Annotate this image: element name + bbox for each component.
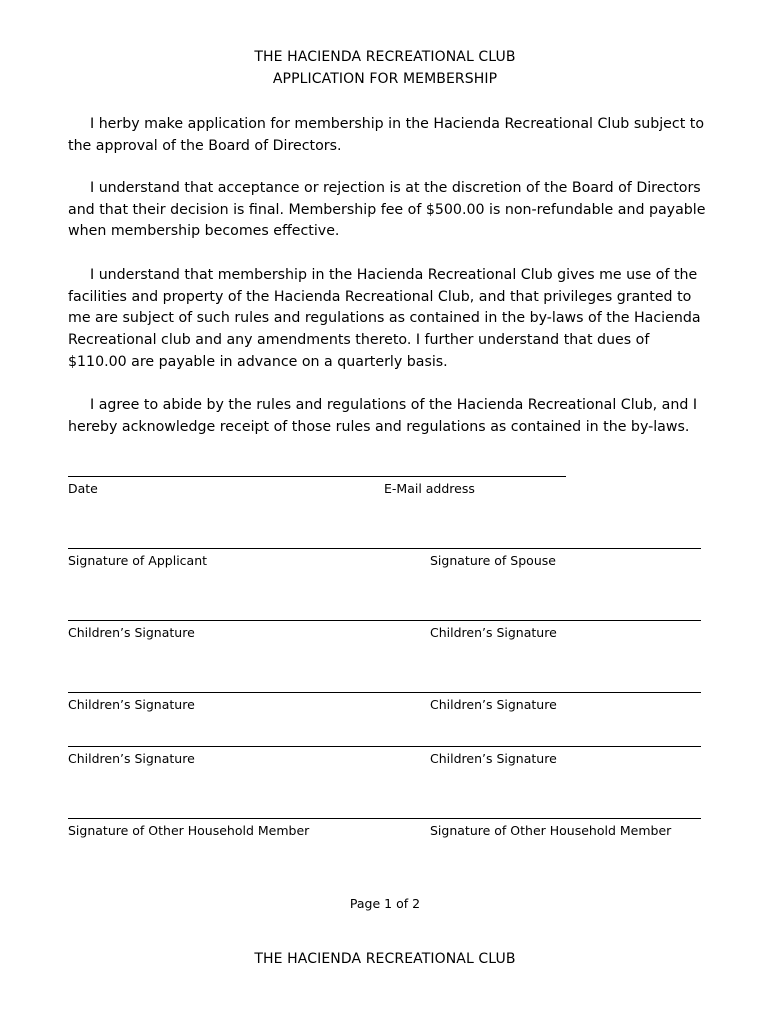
children-signature-label: Children’s Signature bbox=[68, 625, 195, 640]
paragraph-acceptance-text: I understand that acceptance or rejection is at the discretion of the Board of Directors and that their decision is final. Membership fee of $500.00 is non-refundable and payable when membership becomes effective. bbox=[68, 180, 706, 240]
children-signature-label: Children’s Signature bbox=[68, 697, 195, 712]
children-signature-label: Children’s Signature bbox=[430, 697, 557, 712]
paragraph-application-text: I herby make application for membership in the Hacienda Recreational Club subject to the approval of the Board of Directors. bbox=[68, 116, 705, 154]
children-signature-line-1[interactable] bbox=[68, 620, 701, 621]
applicant-signature-label: Signature of Applicant bbox=[68, 553, 208, 568]
footer-club-title: THE HACIENDA RECREATIONAL CLUB bbox=[254, 951, 516, 967]
other-member-signature-label: Signature of Other Household Member bbox=[430, 823, 672, 838]
paragraph-privileges-text: I understand that membership in the Hacienda Recreational Club gives me use of the facilities and property of the Hacienda Recreational Club, and that privileges granted to me are subject of such rules and regulations as contained in the by-laws of the Hacienda Recreational club and any amendments thereto. I further understand that dues of $110.00 are payable in advance on a quarterly basis. bbox=[68, 267, 701, 370]
form-title: APPLICATION FOR MEMBERSHIP bbox=[272, 71, 498, 87]
children-signature-line-3[interactable] bbox=[68, 746, 701, 747]
applicant-signature-line[interactable] bbox=[68, 548, 701, 549]
page-number: Page 1 of 2 bbox=[349, 896, 421, 911]
other-member-signature-label: Signature of Other Household Member bbox=[68, 823, 310, 838]
children-signature-label: Children’s Signature bbox=[68, 751, 195, 766]
date-email-line[interactable] bbox=[68, 476, 566, 477]
children-signature-label: Children’s Signature bbox=[430, 625, 557, 640]
paragraph-agreement bbox=[68, 395, 708, 438]
email-label: E-Mail address bbox=[384, 481, 475, 496]
children-signature-label: Children’s Signature bbox=[430, 751, 557, 766]
date-label: Date bbox=[68, 481, 98, 496]
other-member-signature-line[interactable] bbox=[68, 818, 701, 819]
club-title: THE HACIENDA RECREATIONAL CLUB bbox=[254, 49, 516, 65]
paragraph-agreement-text: I agree to abide by the rules and regulations of the Hacienda Recreational Club, and I hereby acknowledge receipt of those rules and regulations as contained in the by-laws. bbox=[68, 397, 698, 435]
spouse-signature-label: Signature of Spouse bbox=[430, 553, 556, 568]
paragraph-privileges bbox=[68, 265, 708, 374]
paragraph-application bbox=[68, 114, 708, 157]
paragraph-acceptance bbox=[68, 178, 708, 243]
children-signature-line-2[interactable] bbox=[68, 692, 701, 693]
